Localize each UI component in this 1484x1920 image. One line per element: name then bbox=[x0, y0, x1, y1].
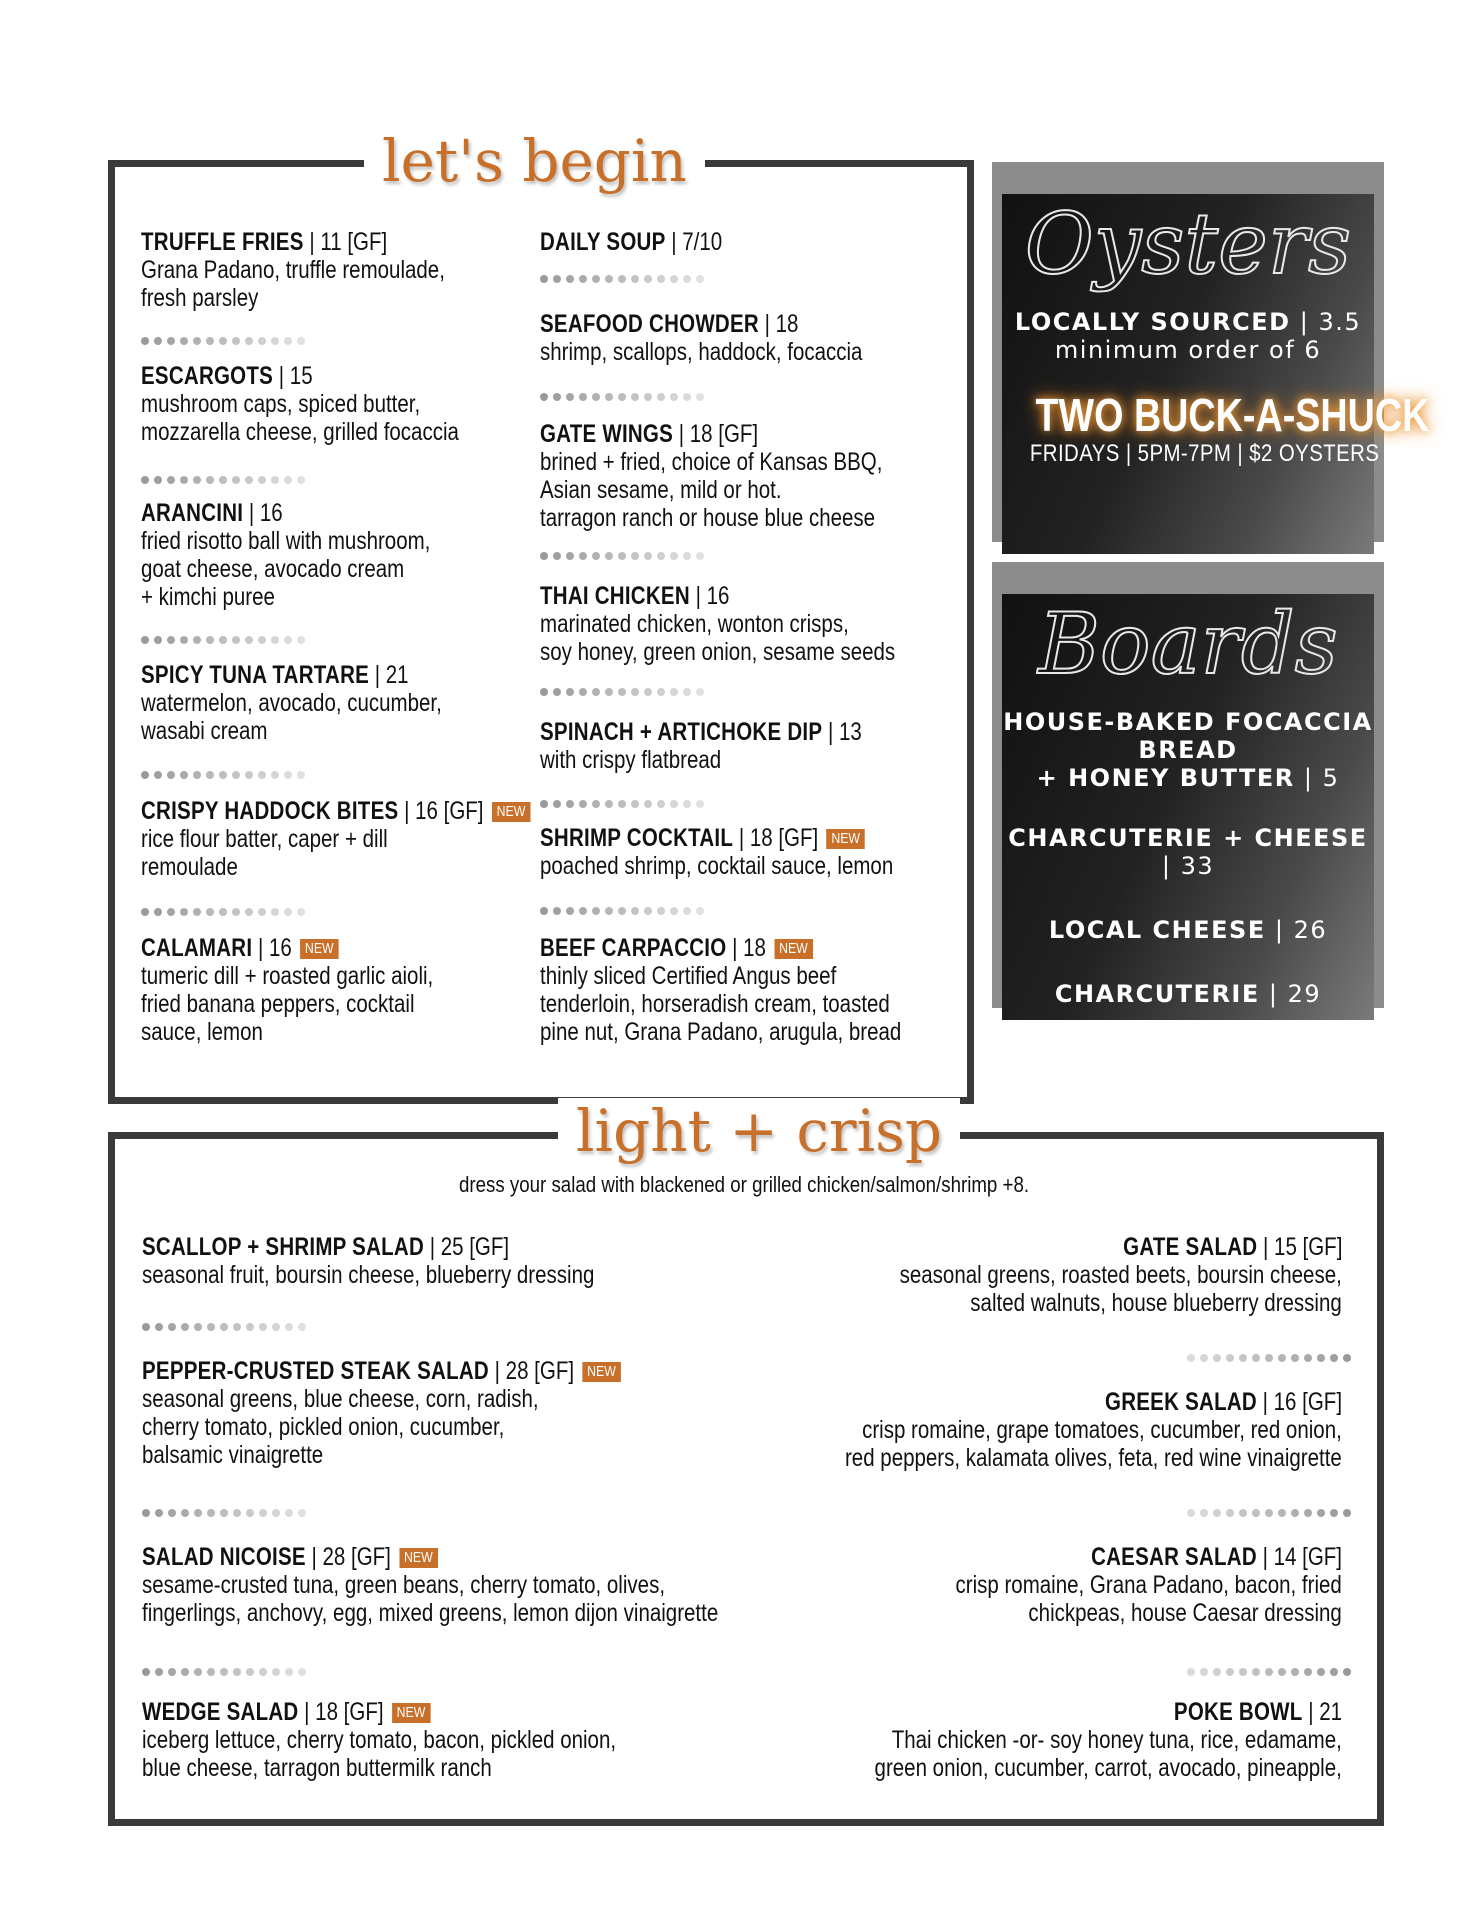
menu-item-name: GATE WINGS bbox=[540, 420, 674, 448]
boards-item: CHARCUTERIE | 29 bbox=[1054, 980, 1322, 1008]
menu-item-description bbox=[141, 962, 521, 1046]
boards-item: HOUSE-BAKED FOCACCIA BREAD bbox=[1003, 708, 1373, 764]
dot-divider bbox=[141, 903, 361, 913]
menu-item-price: | 21 bbox=[369, 661, 409, 689]
description-line: green onion, cucumber, carrot, avocado, pineapple, bbox=[874, 1754, 1342, 1782]
dot-divider bbox=[540, 902, 760, 912]
menu-item bbox=[141, 934, 521, 1046]
menu-item-name: GREEK SALAD bbox=[1105, 1388, 1257, 1416]
menu-item bbox=[540, 718, 960, 774]
new-badge: NEW bbox=[392, 1703, 431, 1723]
description-line: crisp romaine, grape tomatoes, cucumber, red onion, bbox=[862, 1416, 1342, 1444]
menu-item-description bbox=[141, 527, 521, 611]
description-line: tenderloin, horseradish cream, toasted bbox=[540, 990, 890, 1018]
menu-item-price: | 16 bbox=[252, 934, 292, 962]
menu-item-heading bbox=[540, 310, 798, 338]
description-line: watermelon, avocado, cucumber, bbox=[141, 689, 442, 717]
menu-item-price: | 7/10 bbox=[665, 228, 723, 256]
menu-item-heading bbox=[142, 1357, 621, 1385]
menu-item-heading bbox=[141, 661, 409, 689]
menu-item-price: | 28 [GF] bbox=[305, 1543, 391, 1571]
menu-item-heading bbox=[540, 228, 722, 256]
menu-item-price: | 15 bbox=[273, 362, 313, 390]
menu-item bbox=[540, 228, 960, 256]
menu-item-price: | 13 bbox=[822, 718, 862, 746]
menu-item-description bbox=[141, 825, 521, 881]
menu-item-name: ESCARGOTS bbox=[141, 362, 274, 390]
menu-item-heading bbox=[141, 499, 283, 527]
menu-item-name: SALAD NICOISE bbox=[142, 1543, 306, 1571]
description-line: fried risotto ball with mushroom, bbox=[141, 527, 431, 555]
menu-item-heading bbox=[540, 582, 729, 610]
menu-item bbox=[702, 1698, 1342, 1782]
menu-item bbox=[540, 824, 960, 880]
two-buck-a-shuck-headline: TWO BUCK-A-SHUCK bbox=[1035, 389, 1430, 441]
dot-divider bbox=[540, 270, 760, 280]
menu-item-name: WEDGE SALAD bbox=[142, 1698, 299, 1726]
menu-item-name: CALAMARI bbox=[141, 934, 253, 962]
menu-item-price: | 15 [GF] bbox=[1256, 1233, 1342, 1261]
dot-divider bbox=[540, 683, 760, 693]
menu-item bbox=[141, 797, 526, 881]
boards-panel bbox=[992, 562, 1384, 1008]
menu-item-price: | 18 bbox=[758, 310, 799, 338]
menu-item bbox=[702, 1543, 1342, 1627]
menu-item-heading bbox=[142, 1698, 430, 1726]
menu-item bbox=[540, 582, 960, 666]
description-line: crisp romaine, Grana Padano, bacon, fried bbox=[955, 1571, 1342, 1599]
menu-item-name: GATE SALAD bbox=[1122, 1233, 1257, 1261]
description-line: marinated chicken, wonton crisps, bbox=[540, 610, 849, 638]
menu-item bbox=[141, 661, 521, 745]
new-badge: NEW bbox=[399, 1548, 438, 1568]
menu-item bbox=[702, 1388, 1342, 1472]
light-crisp-title: light + crisp bbox=[558, 1098, 960, 1164]
description-line: remoulade bbox=[141, 853, 238, 881]
description-line: fried banana peppers, cocktail bbox=[141, 990, 415, 1018]
menu-item-name: BEEF CARPACCIO bbox=[540, 934, 727, 962]
new-badge: NEW bbox=[774, 939, 813, 959]
menu-item-price: | 11 [GF] bbox=[303, 228, 388, 256]
menu-item-description bbox=[540, 610, 960, 666]
menu-item bbox=[540, 420, 960, 532]
new-badge: NEW bbox=[300, 939, 339, 959]
description-line: shrimp, scallops, haddock, focaccia bbox=[540, 338, 863, 366]
dot-divider bbox=[142, 1663, 362, 1673]
description-line: iceberg lettuce, cherry tomato, bacon, pickled onion, bbox=[142, 1726, 617, 1754]
description-line: Asian sesame, mild or hot. bbox=[540, 476, 782, 504]
description-line: tumeric dill + roasted garlic aioli, bbox=[141, 962, 434, 990]
menu-item-description bbox=[141, 689, 521, 745]
oysters-panel bbox=[992, 162, 1430, 542]
menu-item-name: SPICY TUNA TARTARE bbox=[141, 661, 370, 689]
menu-item-heading bbox=[1123, 1233, 1342, 1261]
menu-item-description bbox=[141, 390, 521, 446]
boards-script-title: Boards bbox=[1038, 595, 1338, 693]
menu-item-name: DAILY SOUP bbox=[540, 228, 666, 256]
description-line: Thai chicken -or- soy honey tuna, rice, edamame, bbox=[891, 1726, 1342, 1754]
oysters-fridays-line: FRIDAYS | 5PM-7PM | $2 OYSTERS bbox=[1029, 440, 1380, 467]
description-line: poached shrimp, cocktail sauce, lemon bbox=[540, 852, 894, 880]
menu-item-price: | 18 [GF] bbox=[298, 1698, 384, 1726]
dot-divider bbox=[142, 1504, 362, 1514]
menu-item-price: | 28 [GF] bbox=[488, 1357, 575, 1385]
menu-item-heading bbox=[540, 934, 813, 962]
menu-item-price: | 18 [GF] bbox=[733, 824, 819, 852]
menu-item-name: THAI CHICKEN bbox=[540, 582, 690, 610]
menu-item-description bbox=[540, 338, 960, 366]
description-line: seasonal fruit, boursin cheese, blueberry dressing bbox=[142, 1261, 595, 1289]
description-line: brined + fried, choice of Kansas BBQ, bbox=[540, 448, 883, 476]
menu-item-heading bbox=[540, 420, 758, 448]
menu-item-name: ARANCINI bbox=[141, 499, 244, 527]
description-line: sauce, lemon bbox=[141, 1018, 263, 1046]
dot-divider bbox=[540, 795, 760, 805]
menu-item bbox=[540, 310, 960, 366]
description-line: salted walnuts, house blueberry dressing bbox=[970, 1289, 1342, 1317]
description-line: seasonal greens, roasted beets, boursin cheese, bbox=[899, 1261, 1342, 1289]
menu-item-description bbox=[540, 962, 960, 1046]
menu-item-description bbox=[702, 1726, 1342, 1782]
menu-item-name: SHRIMP COCKTAIL bbox=[540, 824, 734, 852]
menu-item-price: | 25 [GF] bbox=[424, 1233, 510, 1261]
menu-item bbox=[141, 499, 521, 611]
oysters-locally-sourced: LOCALLY SOURCED | 3.5 bbox=[1014, 308, 1362, 336]
boards-item: + HONEY BUTTER | 5 bbox=[1036, 764, 1340, 792]
dot-divider bbox=[141, 332, 361, 342]
menu-item-price: | 16 [GF] bbox=[398, 797, 484, 825]
menu-item-price: | 18 [GF] bbox=[673, 420, 759, 448]
dot-divider bbox=[141, 766, 361, 776]
oysters-script-title: Oysters bbox=[1024, 195, 1352, 293]
description-line: tarragon ranch or house blue cheese bbox=[540, 504, 876, 532]
menu-item bbox=[141, 228, 521, 312]
menu-item-description bbox=[540, 448, 960, 532]
menu-item-name: CAESAR SALAD bbox=[1091, 1543, 1257, 1571]
salad-protein-note: dress your salad with blackened or grilled chicken/salmon/shrimp +8. bbox=[458, 1172, 1030, 1197]
oysters-minimum-order: minimum order of 6 bbox=[1054, 336, 1322, 364]
menu-item-price: | 18 bbox=[726, 934, 766, 962]
description-line: blue cheese, tarragon buttermilk ranch bbox=[142, 1754, 492, 1782]
dot-divider bbox=[540, 388, 760, 398]
menu-item-heading bbox=[1174, 1698, 1342, 1726]
menu-item-price: | 16 bbox=[689, 582, 730, 610]
description-line: wasabi cream bbox=[141, 717, 268, 745]
menu-item-heading bbox=[142, 1233, 509, 1261]
menu-item-description bbox=[702, 1261, 1342, 1317]
dot-divider bbox=[1136, 1504, 1356, 1514]
menu-item bbox=[540, 934, 960, 1046]
description-line: goat cheese, avocado cream bbox=[141, 555, 405, 583]
menu-item bbox=[702, 1233, 1342, 1317]
new-badge: NEW bbox=[582, 1362, 621, 1382]
menu-item-heading bbox=[540, 718, 862, 746]
description-line: fingerlings, anchovy, egg, mixed greens, lemon dijon vinaigrette bbox=[142, 1599, 719, 1627]
description-line: red peppers, kalamata olives, feta, red wine vinaigrette bbox=[845, 1444, 1342, 1472]
menu-item-name: SPINACH + ARTICHOKE DIP bbox=[540, 718, 823, 746]
description-line: cherry tomato, pickled onion, cucumber, bbox=[142, 1413, 505, 1441]
dot-divider bbox=[141, 471, 361, 481]
menu-item-price: | 21 bbox=[1302, 1698, 1342, 1726]
description-line: soy honey, green onion, sesame seeds bbox=[540, 638, 896, 666]
new-badge: NEW bbox=[826, 829, 865, 849]
dot-divider bbox=[142, 1318, 362, 1328]
dot-divider bbox=[1136, 1349, 1356, 1359]
description-line: balsamic vinaigrette bbox=[142, 1441, 324, 1469]
menu-item-description bbox=[540, 852, 960, 880]
dot-divider bbox=[141, 631, 361, 641]
menu-item-name: SCALLOP + SHRIMP SALAD bbox=[142, 1233, 425, 1261]
menu-item-heading bbox=[141, 362, 313, 390]
menu-item-price: | 16 [GF] bbox=[1256, 1388, 1342, 1416]
description-line: rice flour batter, caper + dill bbox=[141, 825, 388, 853]
boards-item: CHARCUTERIE + CHEESE | 33 bbox=[1008, 824, 1368, 880]
description-line: mushroom caps, spiced butter, bbox=[141, 390, 421, 418]
menu-item-price: | 14 [GF] bbox=[1256, 1543, 1342, 1571]
description-line: seasonal greens, blue cheese, corn, radish, bbox=[142, 1385, 539, 1413]
menu-item-name: SEAFOOD CHOWDER bbox=[540, 310, 759, 338]
menu-item-price: | 16 bbox=[243, 499, 283, 527]
menu-item-heading bbox=[1091, 1543, 1342, 1571]
menu-item-description bbox=[702, 1416, 1342, 1472]
new-badge: NEW bbox=[492, 802, 531, 822]
description-line: mozzarella cheese, grilled focaccia bbox=[141, 418, 459, 446]
lets-begin-title: let's begin bbox=[364, 128, 705, 194]
menu-item-heading bbox=[142, 1543, 438, 1571]
menu-item-heading bbox=[1105, 1388, 1342, 1416]
dot-divider bbox=[1136, 1663, 1356, 1673]
boards-item: LOCAL CHEESE | 26 bbox=[1048, 916, 1328, 944]
menu-item-name: POKE BOWL bbox=[1173, 1698, 1303, 1726]
description-line: chickpeas, house Caesar dressing bbox=[1028, 1599, 1342, 1627]
menu-item-heading bbox=[540, 824, 865, 852]
menu-item-description bbox=[540, 746, 960, 774]
menu-item-name: PEPPER-CRUSTED STEAK SALAD bbox=[142, 1357, 489, 1385]
description-line: pine nut, Grana Padano, arugula, bread bbox=[540, 1018, 902, 1046]
description-line: sesame-crusted tuna, green beans, cherry tomato, olives, bbox=[142, 1571, 666, 1599]
description-line: Grana Padano, truffle remoulade, bbox=[141, 256, 445, 284]
description-line: + kimchi puree bbox=[141, 583, 275, 611]
dot-divider bbox=[540, 547, 760, 557]
menu-item bbox=[141, 362, 521, 446]
menu-item-heading bbox=[141, 797, 530, 825]
description-line: thinly sliced Certified Angus beef bbox=[540, 962, 837, 990]
menu-item-heading bbox=[141, 934, 339, 962]
menu-item-heading bbox=[141, 228, 387, 256]
description-line: fresh parsley bbox=[141, 284, 259, 312]
menu-item-description bbox=[702, 1571, 1342, 1627]
menu-item-name: TRUFFLE FRIES bbox=[141, 228, 304, 256]
description-line: with crispy flatbread bbox=[540, 746, 722, 774]
menu-item-description bbox=[141, 256, 521, 312]
menu-item-name: CRISPY HADDOCK BITES bbox=[141, 797, 399, 825]
